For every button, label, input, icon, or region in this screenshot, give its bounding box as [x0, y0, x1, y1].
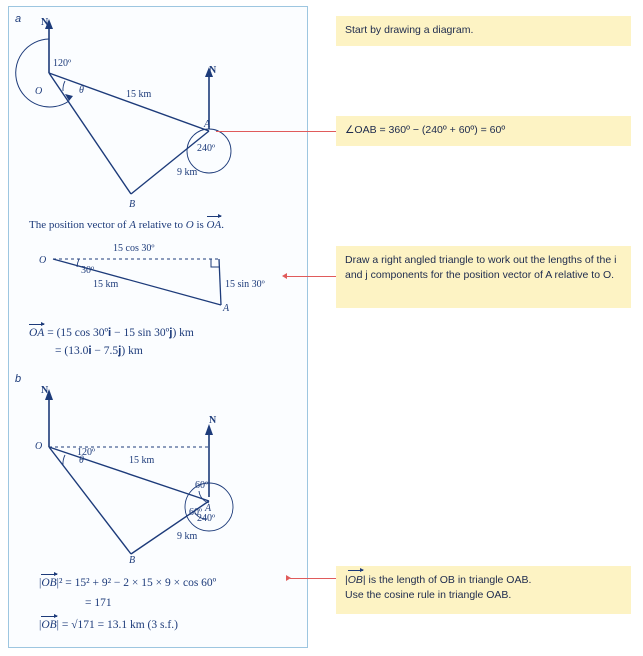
diagram-b-north-right: N	[209, 415, 217, 426]
statement-a-text-after: is	[193, 219, 207, 231]
triangle-origin: O	[39, 255, 47, 266]
diagram-b-origin: O	[35, 441, 43, 452]
diagram-a-point-a: A	[204, 119, 211, 130]
diagram-a-angle-120: 120º	[53, 58, 72, 69]
diagram-a-theta: θ	[79, 85, 84, 96]
statement-a-vector-oa: OA	[206, 219, 222, 231]
leader-line-angle-oab	[216, 131, 336, 132]
diagram-b-angle-240: 240º	[197, 513, 216, 524]
note4-bar-prefix: |	[345, 574, 348, 586]
diagram-a-north-left: N	[41, 17, 49, 28]
working-a-line1-rhs: = (15 cos 30º𝐢 − 15 sin 30º𝐣) km	[47, 327, 194, 339]
diagram-b-angle-60-lower: 60º	[189, 507, 203, 518]
statement-a	[29, 219, 224, 231]
statement-a-period: .	[221, 219, 224, 231]
leader-line-cosine-rule	[290, 578, 336, 579]
diagram-b-dist-oa: 15 km	[129, 455, 155, 466]
triangle-angle-30: 30º	[81, 265, 95, 276]
working-b-line3-rhs: | = √171 = 13.1 km (3 s.f.)	[56, 619, 178, 631]
note-cosine-rule-line1	[345, 573, 622, 588]
triangle-side-label: 15 sin 30º	[225, 279, 265, 290]
working-b-vector-ob-2: OB	[41, 619, 57, 631]
statement-a-point-a: A	[129, 219, 136, 231]
working-b-line1: |OB|² = 15² + 9² − 2 × 15 × 9 × cos 60º	[39, 577, 217, 589]
diagram-b-angle-60-upper: 60º	[195, 480, 209, 491]
diagram-a-dist-ab: 9 km	[177, 167, 198, 178]
diagram-a-north-right: N	[209, 65, 217, 76]
triangle-top-label: 15 cos 30º	[113, 243, 155, 254]
working-b-vector-ob: OB	[41, 577, 57, 589]
diagram-b-point-a: A	[205, 503, 212, 514]
leader-arrow-cosine-rule	[286, 575, 291, 581]
working-b-line3: |OB| = √171 = 13.1 km (3 s.f.)	[39, 619, 178, 631]
leader-line-right-triangle	[286, 276, 336, 277]
part-a-label: a	[15, 13, 22, 25]
note-cosine-rule-line2: Use the cosine rule in triangle OAB.	[345, 589, 512, 601]
statement-a-text-before: The position vector of	[29, 219, 130, 231]
diagram-b-angle-120: 120º	[77, 447, 96, 458]
diagram-b-north-left: N	[41, 385, 49, 396]
diagram-a-origin: O	[35, 86, 43, 97]
part-b-label: b	[15, 373, 22, 385]
note4-vector-ob: OB	[347, 574, 363, 586]
working-b-line1-rhs: |² = 15² + 9² − 2 × 15 × 9 × cos 60º	[56, 577, 217, 589]
triangle-hyp-label: 15 km	[93, 279, 119, 290]
working-b-line2: = 171	[85, 597, 112, 609]
leader-arrow-right-triangle	[282, 273, 287, 279]
diagram-b-point-b: B	[129, 555, 136, 566]
diagram-a-dist-oa: 15 km	[126, 89, 152, 100]
diagram-b-theta: θ	[79, 455, 84, 466]
working-a-line2: = (13.0𝐢 − 7.5𝐣) km	[55, 345, 143, 357]
note-right-triangle: Draw a right angled triangle to work out the lengths of the i and j components for the position vector of A relative to O.	[336, 246, 631, 308]
diagram-b-dist-ab: 9 km	[177, 531, 198, 542]
working-a-line1	[29, 327, 194, 340]
statement-a-text-mid: relative to	[135, 219, 186, 231]
note-angle-oab: ∠OAB = 360º − (240º + 60º) = 60º	[336, 116, 631, 146]
note-cosine-rule	[336, 566, 631, 614]
diagram-a-angle-240: 240º	[197, 143, 216, 154]
working-a-vector-oa: OA	[29, 327, 45, 339]
solution-panel	[8, 6, 308, 648]
triangle-point-a: A	[223, 303, 230, 314]
diagram-a-point-b: B	[129, 199, 136, 210]
statement-a-origin: O	[185, 219, 194, 231]
note4-line1-rest: | is the length of OB in triangle OAB.	[362, 574, 532, 586]
note-start-diagram: Start by drawing a diagram.	[336, 16, 631, 46]
